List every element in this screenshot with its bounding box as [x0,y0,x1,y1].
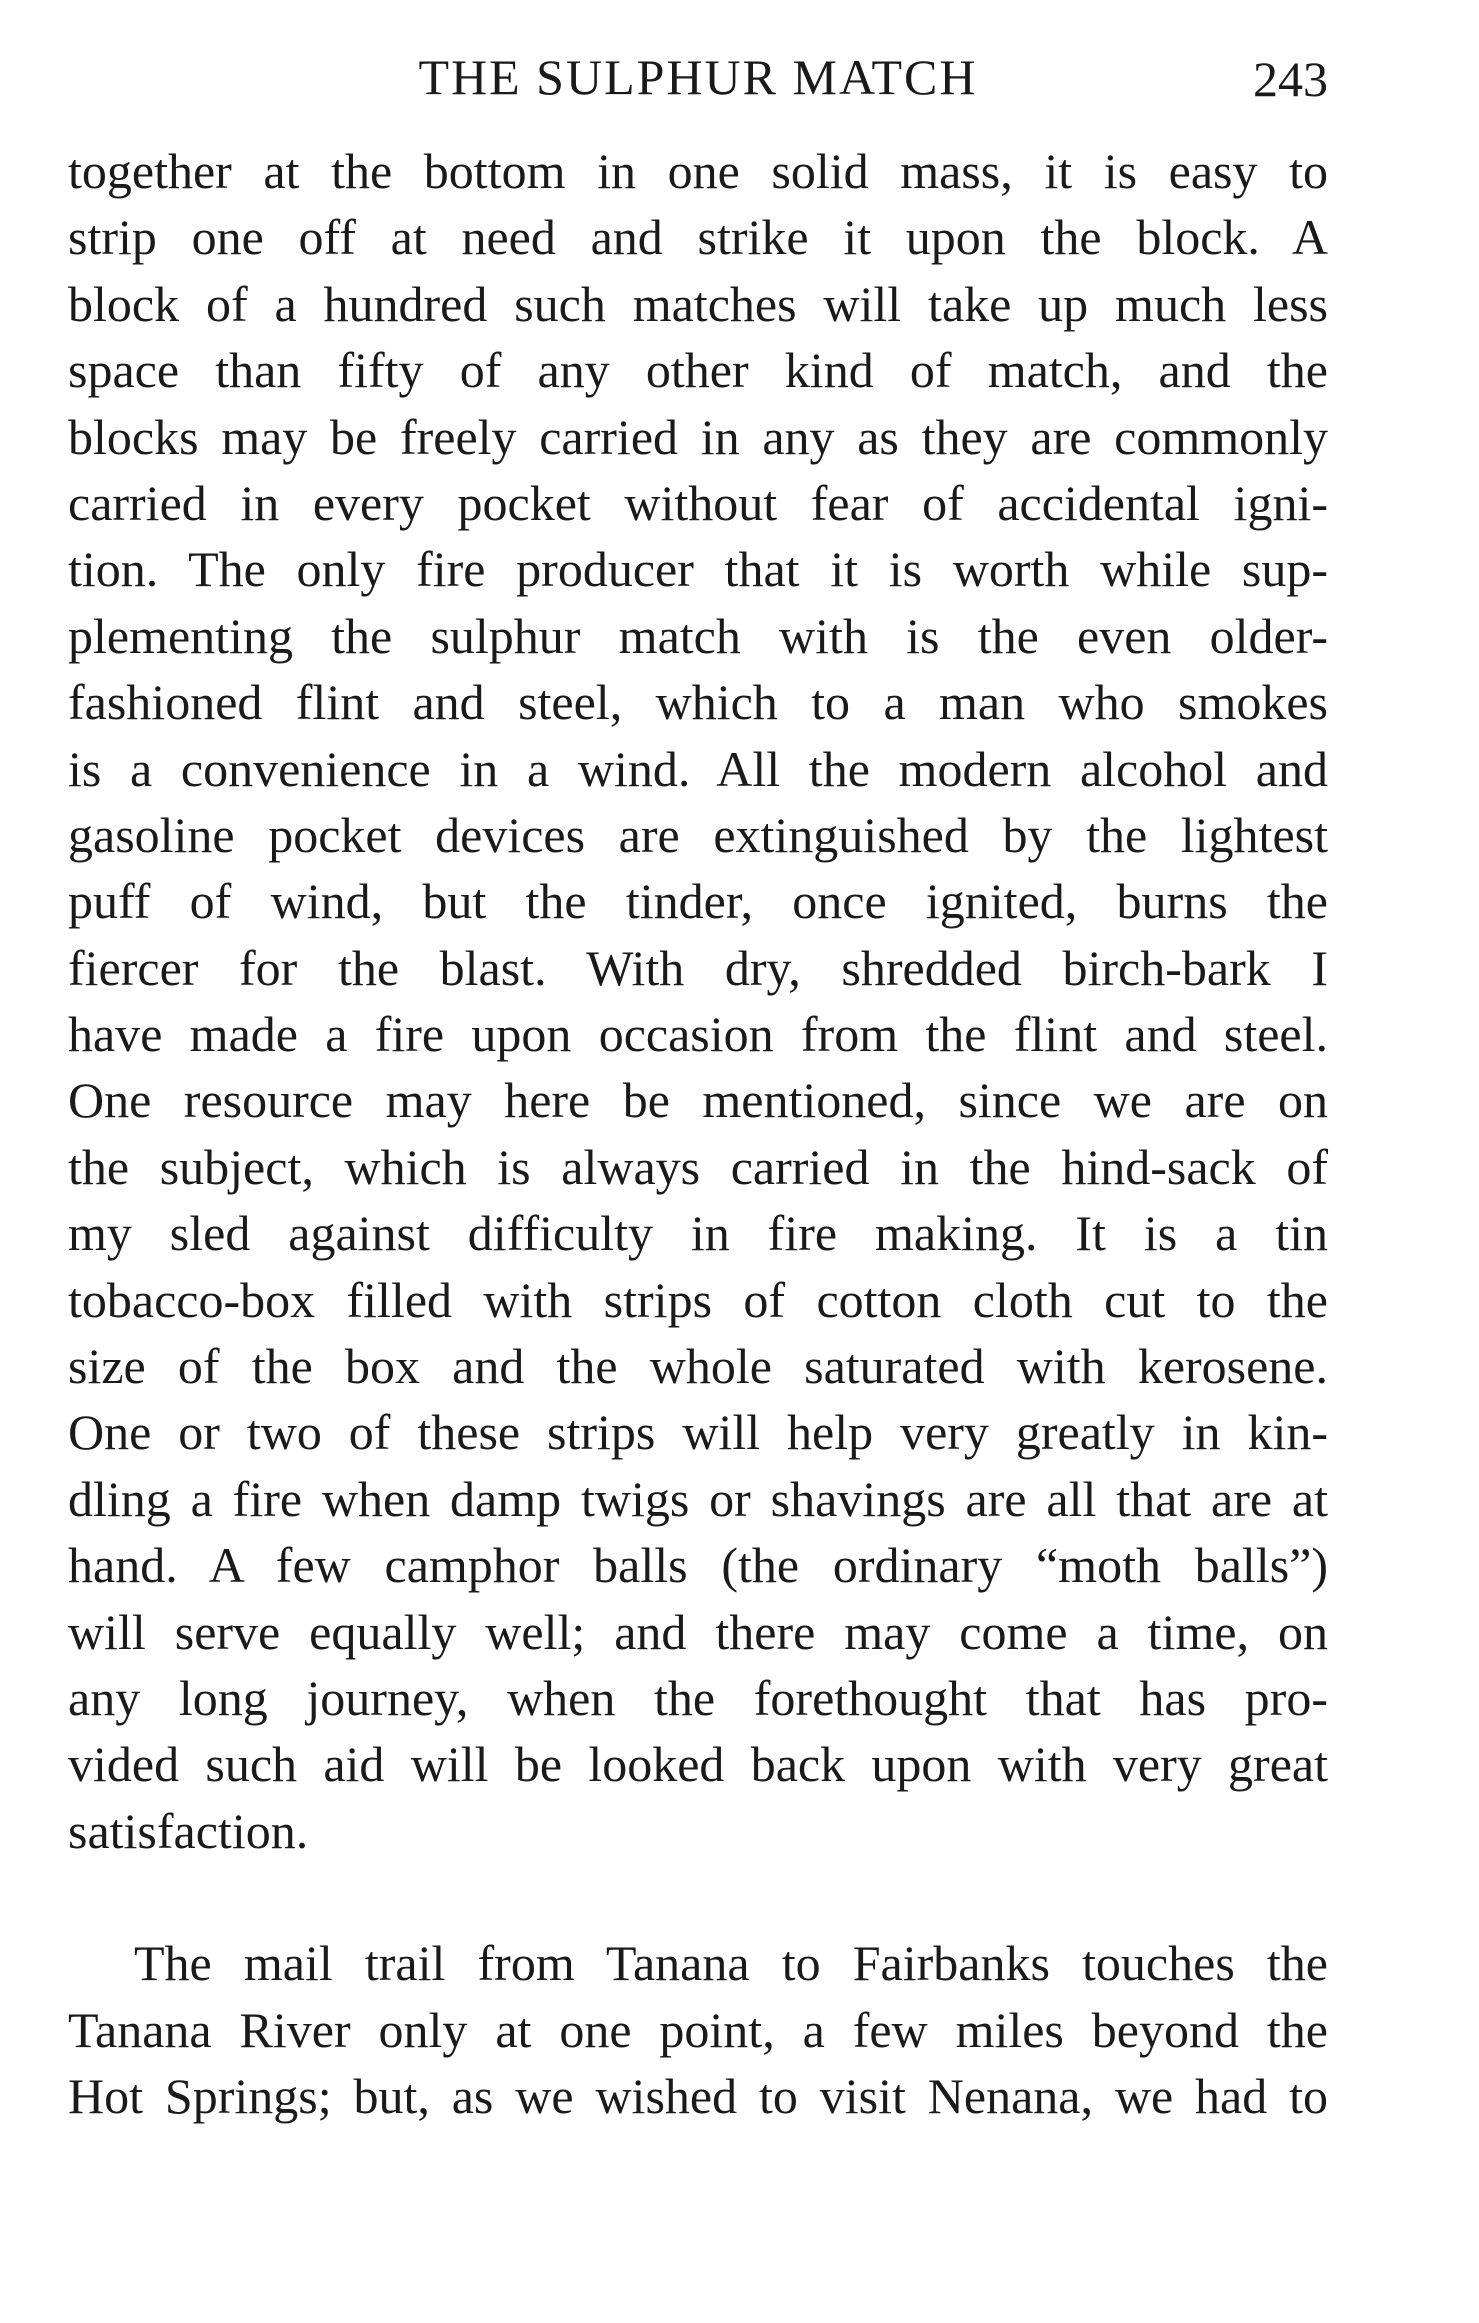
paragraph-2 [68,1930,1328,2129]
text-line: satisfaction. [68,1802,309,1859]
text-line: Hot Springs; but, as we wished to visit Nenana, we had to [68,2067,1328,2124]
text-line: puff of wind, but the tinder, once ignited, burns the [68,873,1328,930]
text-line: tobacco-box filled with strips of cotton cloth cut to the [68,1271,1328,1328]
text-line: The mail trail from Tanana to Fairbanks touches the [134,1935,1328,1992]
text-line: vided such aid will be looked back upon with very great [68,1736,1328,1793]
text-line: One resource may here be mentioned, since we are on [68,1072,1328,1129]
text-line: space than fifty of any other kind of match, and the [68,342,1328,399]
text-line: gasoline pocket devices are extinguished by the lightest [68,806,1328,863]
text-line: carried in every pocket without fear of accidental igni- [68,474,1328,531]
text-line: is a convenience in a wind. All the modern alcohol and [68,740,1328,797]
text-line: my sled against difficulty in fire making. It is a tin [68,1205,1328,1262]
text-line: strip one off at need and strike it upon the block. A [68,209,1328,266]
text-line: tion. The only fire producer that it is worth while sup- [68,541,1328,598]
body-text [68,138,1328,2129]
text-line: have made a fire upon occasion from the flint and steel. [68,1006,1328,1063]
text-line: blocks may be freely carried in any as they are commonly [68,408,1328,465]
text-line: fashioned flint and steel, which to a man who smokes [68,674,1328,731]
running-head [68,42,1328,112]
text-line: One or two of these strips will help very greatly in kin- [68,1404,1328,1461]
running-title: THE SULPHUR MATCH [418,49,978,105]
text-line: any long journey, when the forethought that has pro- [68,1669,1328,1726]
text-line: plementing the sulphur match with is the even older- [68,607,1328,664]
text-line: dling a fire when damp twigs or shavings are all that are at [68,1470,1328,1527]
text-line: fiercer for the blast. With dry, shredded birch-bark I [68,939,1328,996]
paragraph-1 [68,138,1328,1864]
text-line: block of a hundred such matches will take up much less [68,275,1328,332]
text-line: size of the box and the whole saturated with kerosene. [68,1338,1328,1395]
text-line: together at the bottom in one solid mass, it is easy to [68,143,1328,199]
text-line: hand. A few camphor balls (the ordinary “moth balls”) [68,1537,1328,1594]
text-line: will serve equally well; and there may come a time, on [68,1603,1328,1660]
text-line: the subject, which is always carried in the hind-sack of [68,1138,1328,1195]
text-line: Tanana River only at one point, a few miles beyond the [68,2001,1328,2058]
page-number: 243 [1253,51,1328,107]
